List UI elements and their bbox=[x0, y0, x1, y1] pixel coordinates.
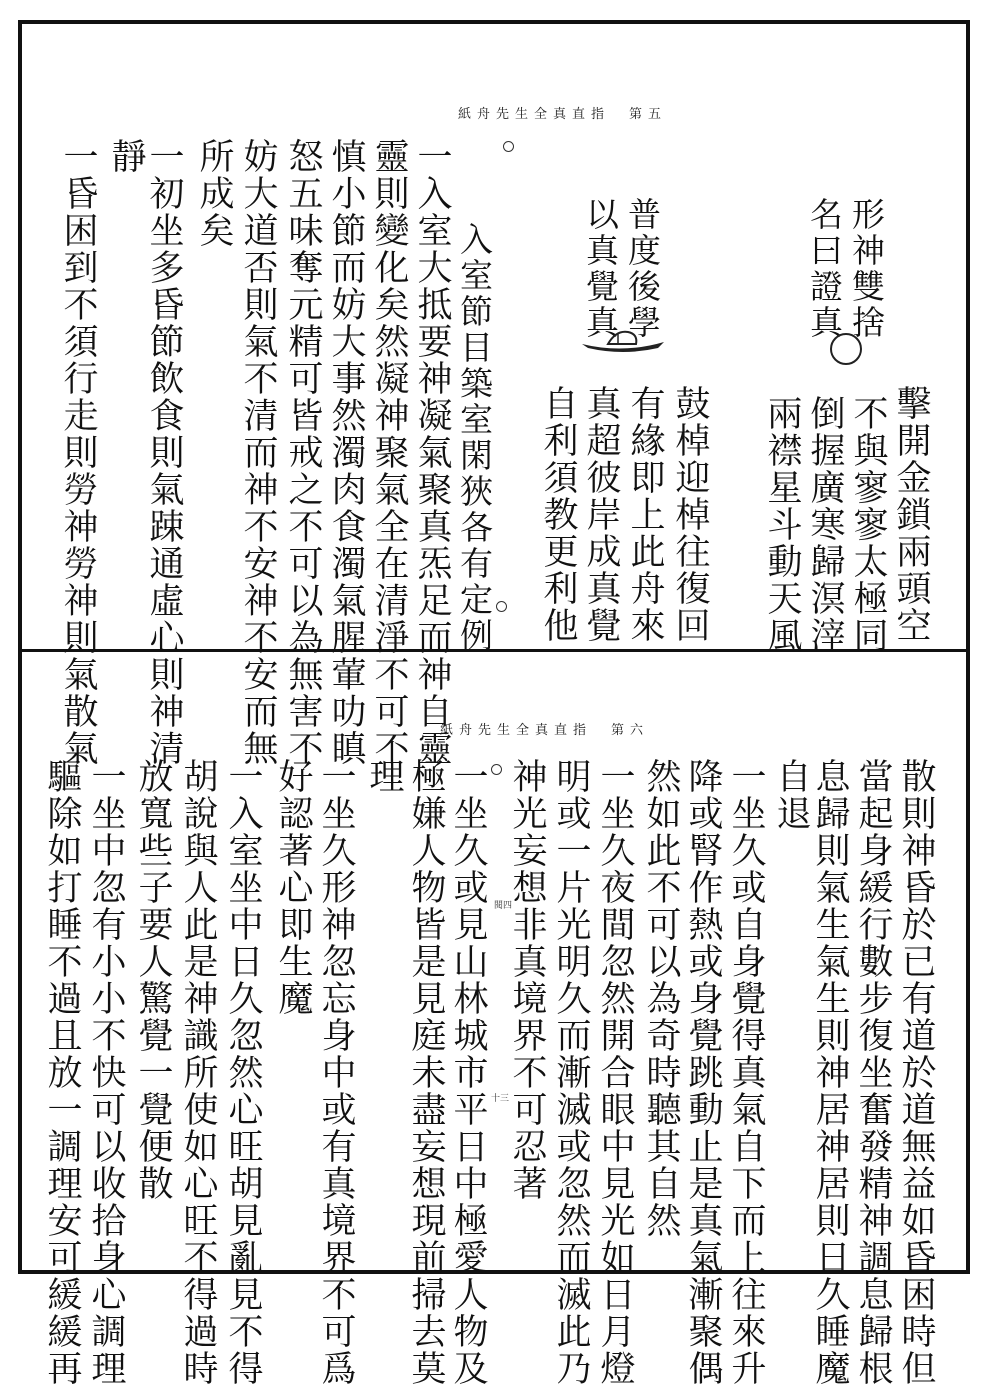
body-column: 一坐久夜間忽然開合眼中見光如日月燈 bbox=[595, 758, 635, 1387]
body-column: 散則神昏於已有道於道無益如昏困時但 bbox=[896, 758, 936, 1387]
body-column: 一坐久或見山林城市平日中極愛人物及 bbox=[448, 758, 488, 1387]
poem2-title-line: 普度後學 bbox=[623, 197, 662, 341]
page-mark: 十三 bbox=[491, 1094, 510, 1104]
body-column: 理 bbox=[364, 758, 404, 795]
body-column: 靜 bbox=[106, 138, 146, 175]
poem2-line: 有緣即上此舟來 bbox=[625, 385, 665, 644]
body-column: 一入室大抵要神凝氣聚真炁足而神自靈 bbox=[412, 138, 452, 767]
body-column: 一昏困到不須行走則勞神勞神則氣散氣 bbox=[58, 138, 98, 767]
body-column: 妨大道否則氣不清而神不安神不安而無 bbox=[238, 138, 278, 767]
poem2-line: 鼓棹迎棹往復回 bbox=[670, 385, 710, 644]
body-column: 驅除如打睡不過且放一調理安可緩緩再 bbox=[42, 758, 82, 1387]
body-column: 降或腎作熱或身覺跳動止是真氣漸聚偶 bbox=[683, 758, 723, 1387]
poem1-line: 擊開金鎖兩頭空 bbox=[891, 385, 931, 644]
bottom-page-header: 紙舟先生全真直指 第六 bbox=[440, 723, 650, 738]
body-column: 當起身緩行數步復坐奮發精神調息歸根 bbox=[853, 758, 893, 1387]
body-column: 自退 bbox=[771, 758, 811, 832]
poem2-line: 自利須教更利他 bbox=[538, 385, 578, 644]
poem1-line: 倒握廣寒歸溟滓 bbox=[805, 395, 845, 654]
body-column: 靈則變化矣然凝神聚氣全在清淨不可不 bbox=[369, 138, 409, 767]
body-column: 明或一片光明久而漸滅或忽然而滅此乃 bbox=[551, 758, 591, 1387]
poem1-title-line: 形神雙捨 bbox=[847, 197, 886, 341]
body-column: 怒五味奪元精可皆戒之不可以為無害不 bbox=[283, 138, 323, 767]
body-column: 然如此不可以為奇時聽其自然 bbox=[641, 758, 681, 1239]
body-column: 一坐中忽有小小不快可以收拾身心調理 bbox=[86, 758, 126, 1387]
poem1-line: 不與寥寥太極同 bbox=[848, 395, 888, 654]
body-column: 一初坐多昏節飲食則氣踈通虛心則神清 bbox=[144, 138, 184, 767]
circle-mark-icon bbox=[491, 764, 502, 775]
poem2-line: 真超彼岸成真覺 bbox=[581, 385, 621, 644]
body-column: 好認著心即生魔 bbox=[273, 758, 313, 1017]
circle-mark-icon bbox=[503, 141, 514, 152]
body-column: 一坐久形神忽忘身中或有真境界不可爲 bbox=[316, 758, 356, 1387]
boat-icon bbox=[578, 328, 668, 354]
body-column: 胡說與人此是神識所使如心旺不得過時 bbox=[178, 758, 218, 1387]
top-page-header: 紙舟先生全真直指 第五 bbox=[458, 107, 668, 122]
body-column: 神光妄想非真境界不可忍著 bbox=[507, 758, 547, 1202]
section-title: 入室節目築室閑狹各有定例 bbox=[455, 222, 494, 654]
poem1-line: 兩襟星斗動天風 bbox=[762, 395, 802, 654]
body-column: 極嫌人物皆是見庭未盡妄想現前掃去莫 bbox=[406, 758, 446, 1387]
poem2-title-line: 以真覺真 bbox=[581, 197, 620, 341]
body-column: 慎小節而妨大事然濁肉食濁氣腥葷叻瞋 bbox=[326, 138, 366, 767]
body-column: 放寬些子要人驚覺一覺便散 bbox=[133, 758, 173, 1202]
poem1-title-line: 名曰證真 bbox=[805, 197, 844, 341]
circle-mark-icon bbox=[496, 601, 507, 612]
body-column: 一坐久或自身覺得真氣自下而上往來升 bbox=[726, 758, 766, 1387]
circle-icon bbox=[830, 333, 862, 365]
body-column: 一入室坐中日久忽然心旺胡見亂見不得 bbox=[223, 758, 263, 1387]
body-column: 息歸則氣生氣生則神居神居則日久睡魔 bbox=[810, 758, 850, 1387]
body-column: 所成矣 bbox=[194, 138, 234, 249]
page-mark: 閱四 bbox=[494, 901, 513, 911]
